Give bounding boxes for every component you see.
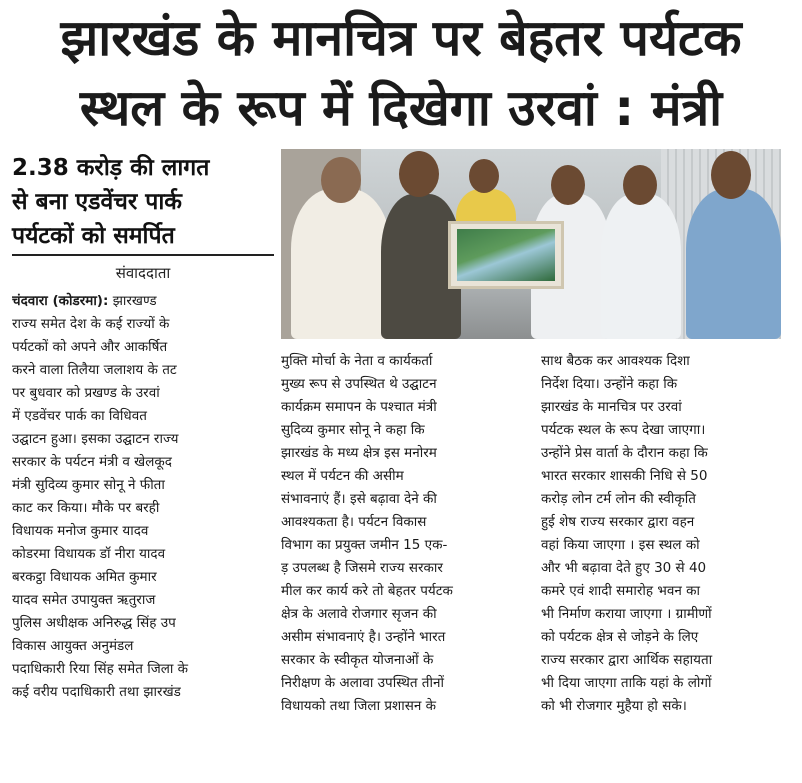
article-line: हुई शेष राज्य सरकार द्वारा वहन — [541, 514, 695, 530]
article-line: असीम संभावनाएं है। उन्होंने भारत — [281, 629, 446, 645]
article-line: स्थल में पर्यटन की असीम — [281, 468, 404, 484]
article-line: को पर्यटक क्षेत्र से जोड़ने के लिए — [541, 629, 699, 645]
article-line: संभावनाएं हैं। इसे बढ़ावा देने की — [281, 491, 437, 507]
article-line: पदाधिकारी रिया सिंह समेत जिला के — [12, 661, 189, 677]
article-line: विकास आयुक्त अनुमंडल — [12, 638, 134, 654]
headline-line-2: स्थल के रूप में दिखेगा उरवां : मंत्री — [79, 79, 723, 137]
article-line: को भी रोजगार मुहैया हो सके। — [541, 698, 687, 714]
article-column-3 — [541, 350, 793, 776]
subheadline-line-1: 2.38 करोड़ की लागत — [12, 155, 210, 181]
article-line: भी निर्माण कराया जाएगा । ग्रामीणों — [541, 606, 712, 622]
article-line: चंदवारा (कोडरमा): झारखण्ड — [12, 293, 157, 309]
article-line: सरकार के पर्यटन मंत्री व खेलकूद — [12, 454, 172, 470]
article-line: विधायक मनोज कुमार यादव — [12, 523, 149, 539]
article-column-2 — [281, 350, 535, 776]
article-line: विभाग का प्रयुक्त जमीन 15 एक- — [281, 537, 448, 553]
subheadline-line-2: से बना एडवेंचर पार्क — [12, 189, 182, 215]
dateline: चंदवारा (कोडरमा): — [12, 293, 109, 309]
article-line: भारत सरकार शासकी निधि से 50 — [541, 468, 708, 484]
article-line: मुक्ति मोर्चा के नेता व कार्यकर्ता — [281, 353, 433, 369]
article-line: कई वरीय पदाधिकारी तथा झारखंड — [12, 684, 181, 700]
article-line: झारखंड के मध्य क्षेत्र इस मनोरम — [281, 445, 437, 461]
article-line: काट कर किया। मौके पर बरही — [12, 500, 160, 516]
article-line: मंत्री सुदिव्य कुमार सोनू ने फीता — [12, 477, 165, 493]
article-line: उद्घाटन हुआ। इसका उद्घाटन राज्य — [12, 431, 179, 447]
byline: संवाददाता — [115, 264, 171, 282]
article-line: राज्य समेत देश के कई राज्यों के — [12, 316, 170, 332]
subheadline-line-3: पर्यटकों को समर्पित — [12, 223, 175, 249]
article-line: में एडवेंचर पार्क का विधिवत — [12, 408, 147, 424]
article-line: कार्यक्रम समापन के पश्चात मंत्री — [281, 399, 437, 415]
article-line: ड़ उपलब्ध है जिसमे राज्य सरकार — [281, 560, 443, 576]
news-photo — [281, 149, 781, 339]
article-line: झारखंड के मानचित्र पर उरवां — [541, 399, 682, 415]
article-line: विधायको तथा जिला प्रशासन के — [281, 698, 436, 714]
subheadline-divider — [12, 254, 274, 256]
article-line: पर्यटक स्थल के रूप देखा जाएगा। — [541, 422, 706, 438]
article-line: करोड़ लोन टर्म लोन की स्वीकृति — [541, 491, 696, 507]
article-line: आवश्यकता है। पर्यटन विकास — [281, 514, 427, 530]
headline-line-1: झारखंड के मानचित्र पर बेहतर पर्यटक — [60, 9, 742, 67]
article-line: उन्होंने प्रेस वार्ता के दौरान कहा कि — [541, 445, 708, 461]
article-line: पुलिस अधीक्षक अनिरुद्ध सिंह उप — [12, 615, 176, 631]
article-line: मुख्य रूप से उपस्थित थे उद्घाटन — [281, 376, 437, 392]
article-line: यादव समेत उपायुक्त ऋतुराज — [12, 592, 156, 608]
article-line: और भी बढ़ावा देते हुए 30 से 40 — [541, 560, 707, 576]
article-line: कमरे एवं शादी समारोह भवन का — [541, 583, 700, 599]
article-line: निर्देश दिया। उन्होंने कहा कि — [541, 376, 678, 392]
article-line: पर्यटकों को अपने और आकर्षित — [12, 339, 168, 355]
article-line: वहां किया जाएगा । इस स्थल को — [541, 537, 700, 553]
article-line: पर बुधवार को प्रखण्ड के उरवां — [12, 385, 160, 401]
article-column-1 — [12, 290, 276, 776]
article-line: राज्य सरकार द्वारा आर्थिक सहायता — [541, 652, 713, 668]
article-line: साथ बैठक कर आवश्यक दिशा — [541, 353, 690, 369]
article-line: निरीक्षण के अलावा उपस्थित तीनों — [281, 675, 444, 691]
framed-painting — [448, 221, 564, 289]
article-line: सुदिव्य कुमार सोनू ने कहा कि — [281, 422, 425, 438]
article-line: बरकट्ठा विधायक अमित कुमार — [12, 569, 157, 585]
article-line: क्षेत्र के अलावे रोजगार सृजन की — [281, 606, 437, 622]
article-line: सरकार के स्वीकृत योजनाओं के — [281, 652, 434, 668]
article-line: कोडरमा विधायक डॉ नीरा यादव — [12, 546, 166, 562]
article-line: भी दिया जाएगा ताकि यहां के लोगों — [541, 675, 712, 691]
article-line: मील कर कार्य करे तो बेहतर पर्यटक — [281, 583, 453, 599]
article-line: करने वाला तिलैया जलाशय के तट — [12, 362, 177, 378]
